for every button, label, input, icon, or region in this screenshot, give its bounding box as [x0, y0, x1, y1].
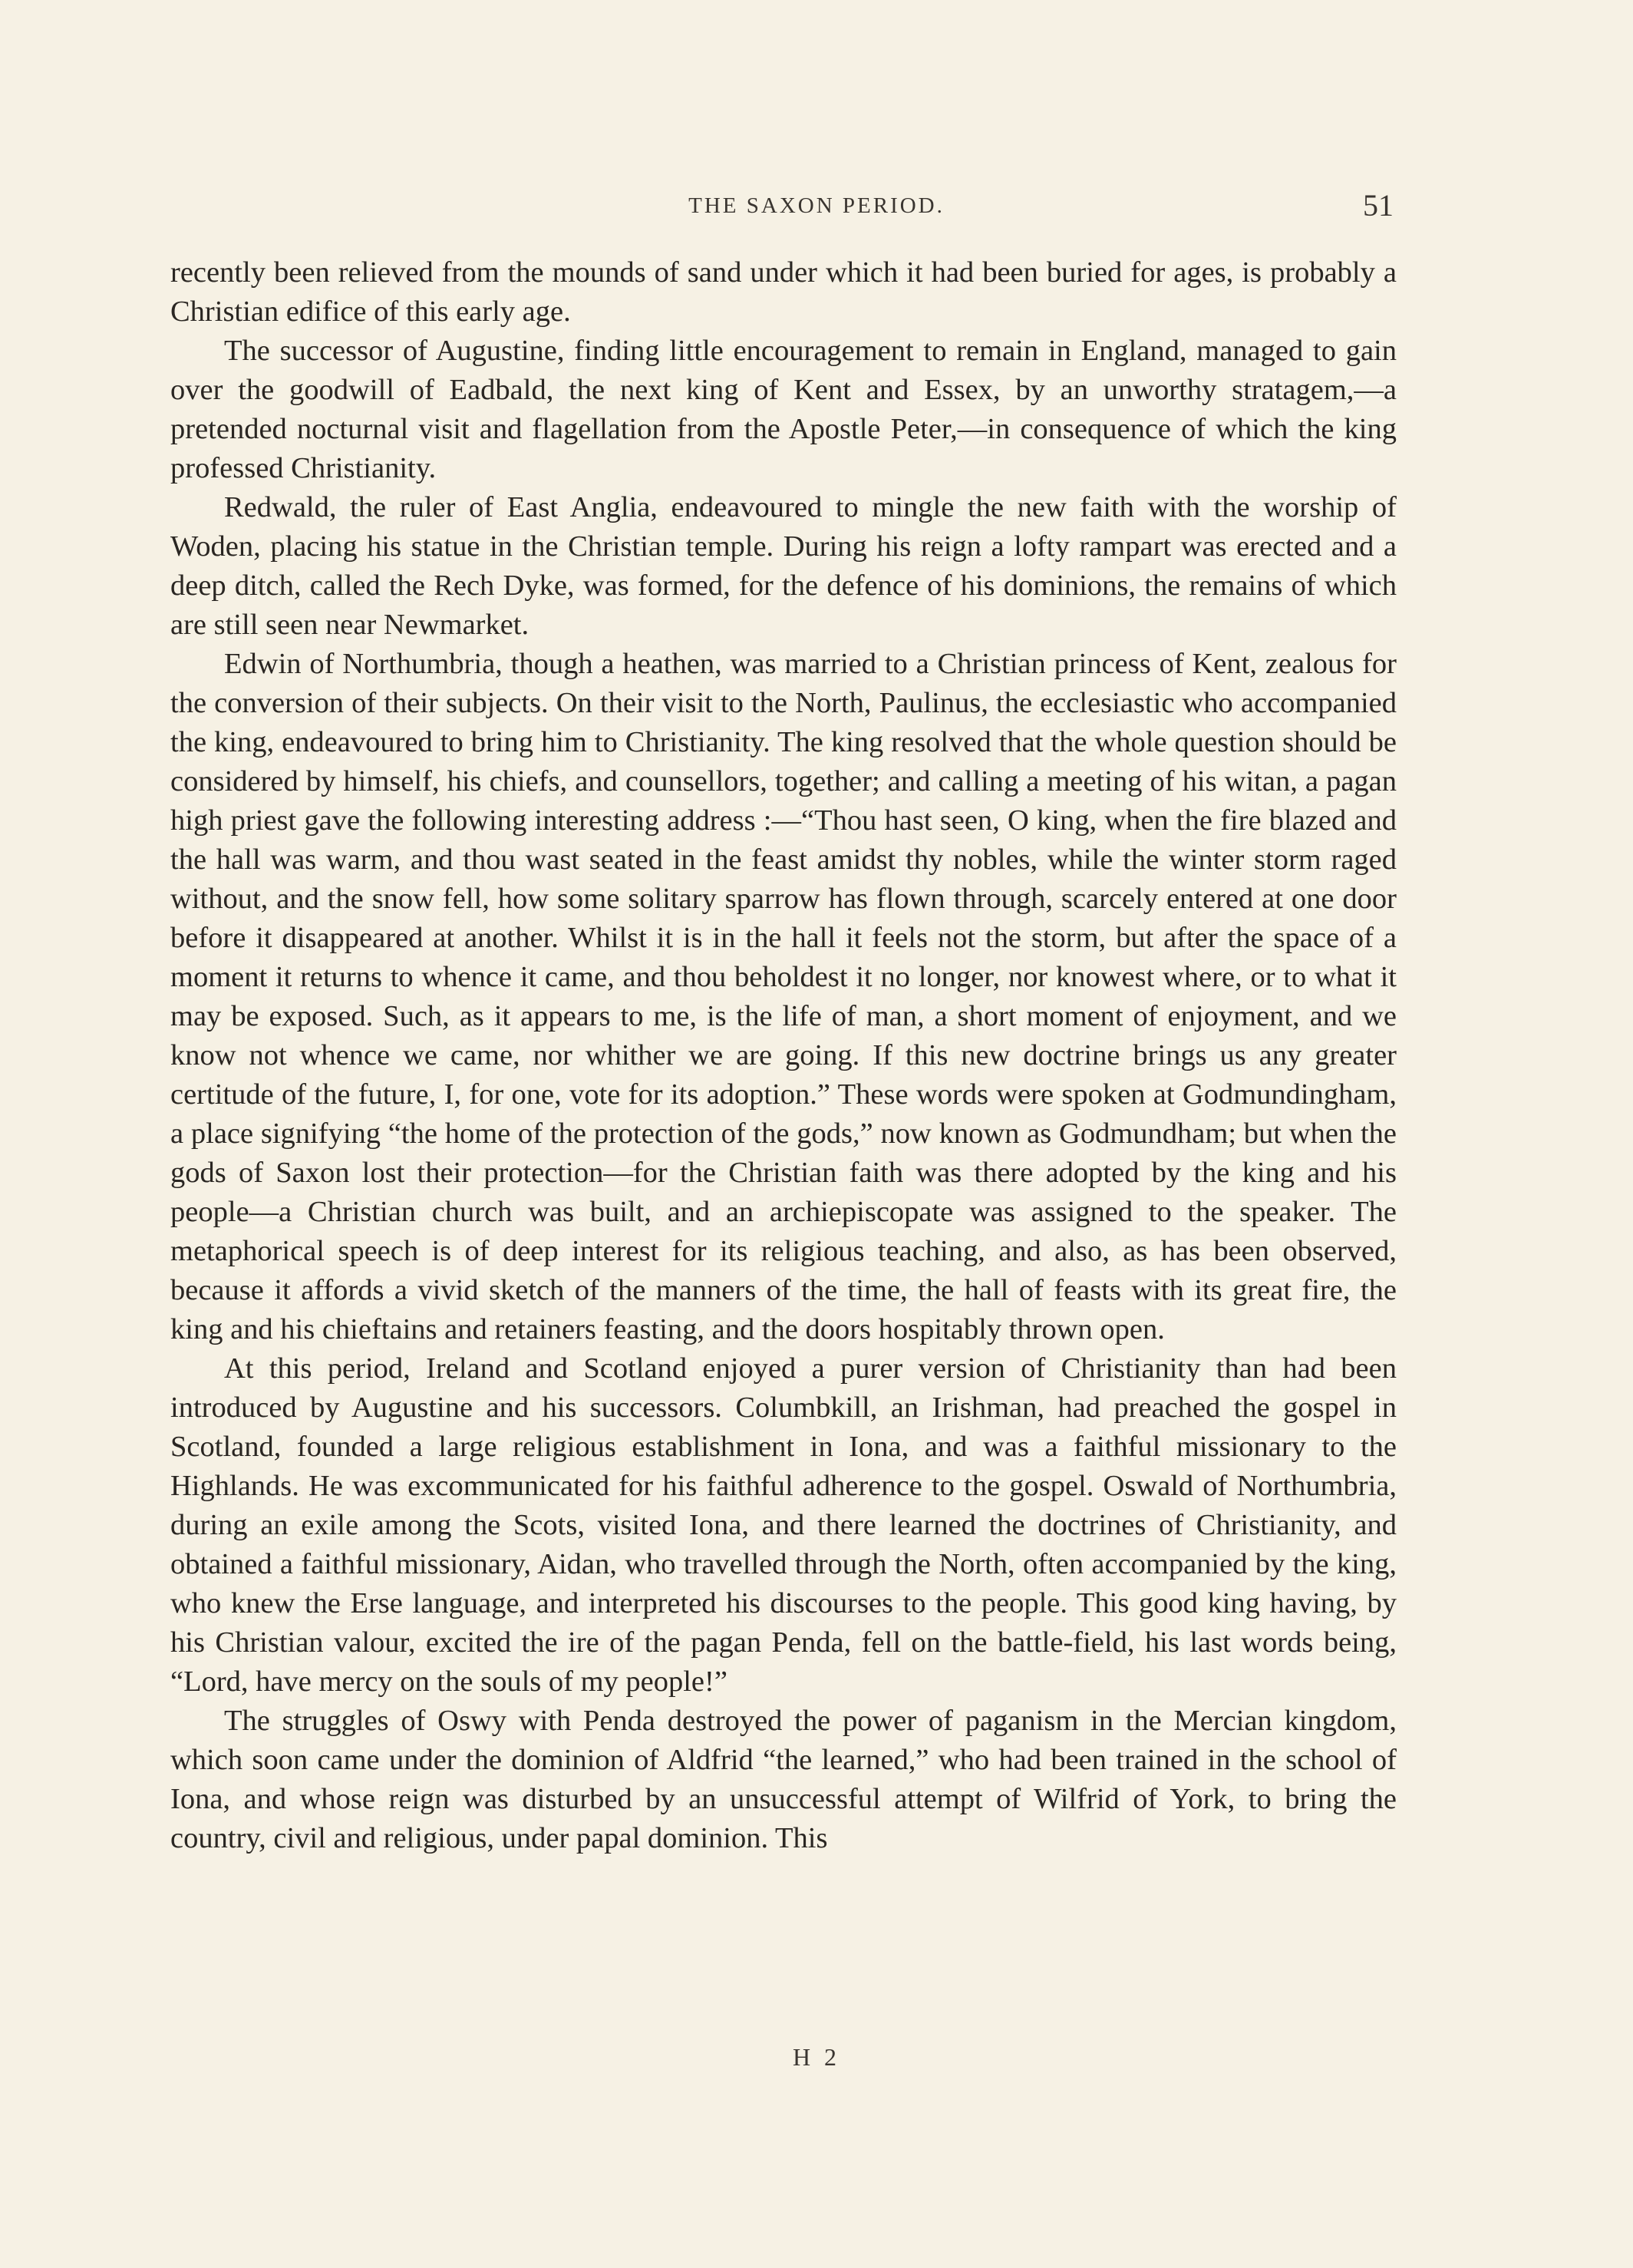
body-text — [170, 253, 1397, 1858]
signature-mark: H 2 — [792, 2043, 841, 2071]
page-number: 51 — [1363, 188, 1394, 223]
paragraph-augustine-successor: The successor of Augustine, finding little encouragement to remain in England, managed to gain over the goodwill of Eadbald, the next king of Kent and Essex, by an unworthy stratagem,—a pretended nocturnal visit and flagellation from the Apostle Peter,—in consequence of which the king professed Christianity. — [170, 335, 1397, 484]
paragraph-redwald: Redwald, the ruler of East Anglia, endeavoured to mingle the new faith with the worship of Woden, placing his statue in the Christian temple. During his reign a lofty rampart was erected and a deep ditch, called the Rech Dyke, was formed, for the defence of his dominions, the remains of which are still seen near Newmarket. — [170, 491, 1397, 641]
paragraph-continuation: recently been relieved from the mounds of sand under which it had been buried for ages, is probably a Christian edifice of this early age. — [170, 256, 1397, 328]
paragraph-oswy-penda: The struggles of Oswy with Penda destroyed the power of paganism in the Mercian kingdom, which soon came under the dominion of Aldfrid “the learned,” who had been trained in the school of Iona, and whose reign was disturbed by an unsuccessful attempt of Wilfrid of York, to bring the country, civil and religious, under papal dominion. This — [170, 1705, 1397, 1854]
paragraph-ireland-scotland: At this period, Ireland and Scotland enjoyed a purer version of Christianity than had been introduced by Augustine and his successors. Columbkill, an Irishman, had preached the gospel in Scotland, founded a large religious establishment in Iona, and was a faithful missionary to the Highlands. He was excommunicated for his faithful adherence to the gospel. Oswald of Northumbria, during an exile among the Scots, visited Iona, and there learned the doctrines of Christianity, and obtained a faithful missionary, Aidan, who travelled through the North, often accompanied by the king, who knew the Erse language, and interpreted his discourses to the people. This good king having, by his Christian valour, excited the ire of the pagan Penda, fell on the battle-field, his last words being, “Lord, have mercy on the souls of my people!” — [170, 1352, 1397, 1698]
running-head: THE SAXON PERIOD. — [688, 193, 945, 218]
paragraph-edwin: Edwin of Northumbria, though a heathen, was married to a Christian princess of Kent, zealous for the conversion of their subjects. On their visit to the North, Paulinus, the ecclesiastic who accompanied the king, endeavoured to bring him to Christianity. The king resolved that the whole question should be considered by himself, his chiefs, and counsellors, together; and calling a meeting of his witan, a pagan high priest gave the following interesting address :—“Thou hast seen, O king, when the fire blazed and the hall was warm, and thou wast seated in the feast amidst thy nobles, while the winter storm raged without, and the snow fell, how some solitary sparrow has flown through, scarcely entered at one door before it disappeared at another. Whilst it is in the hall it feels not the storm, but after the space of a moment it returns to whence it came, and thou beholdest it no longer, nor knowest where, or to what it may be exposed. Such, as it appears to me, is the life of man, a short moment of enjoyment, and we know not whence we came, nor whither we are going. If this new doctrine brings us any greater certitude of the future, I, for one, vote for its adoption.” These words were spoken at Godmundingham, a place signifying “the home of the protection of the gods,” now known as Godmundham; but when the gods of Saxon lost their protection—for the Christian faith was there adopted by the king and his people—a Christian church was built, and an archiepiscopate was assigned to the speaker. The metaphorical speech is of deep interest for its religious teaching, and also, as has been observed, because it affords a vivid sketch of the manners of the time, the hall of feasts with its great fire, the king and his chieftains and retainers feasting, and the doors hospitably thrown open. — [170, 648, 1397, 1345]
